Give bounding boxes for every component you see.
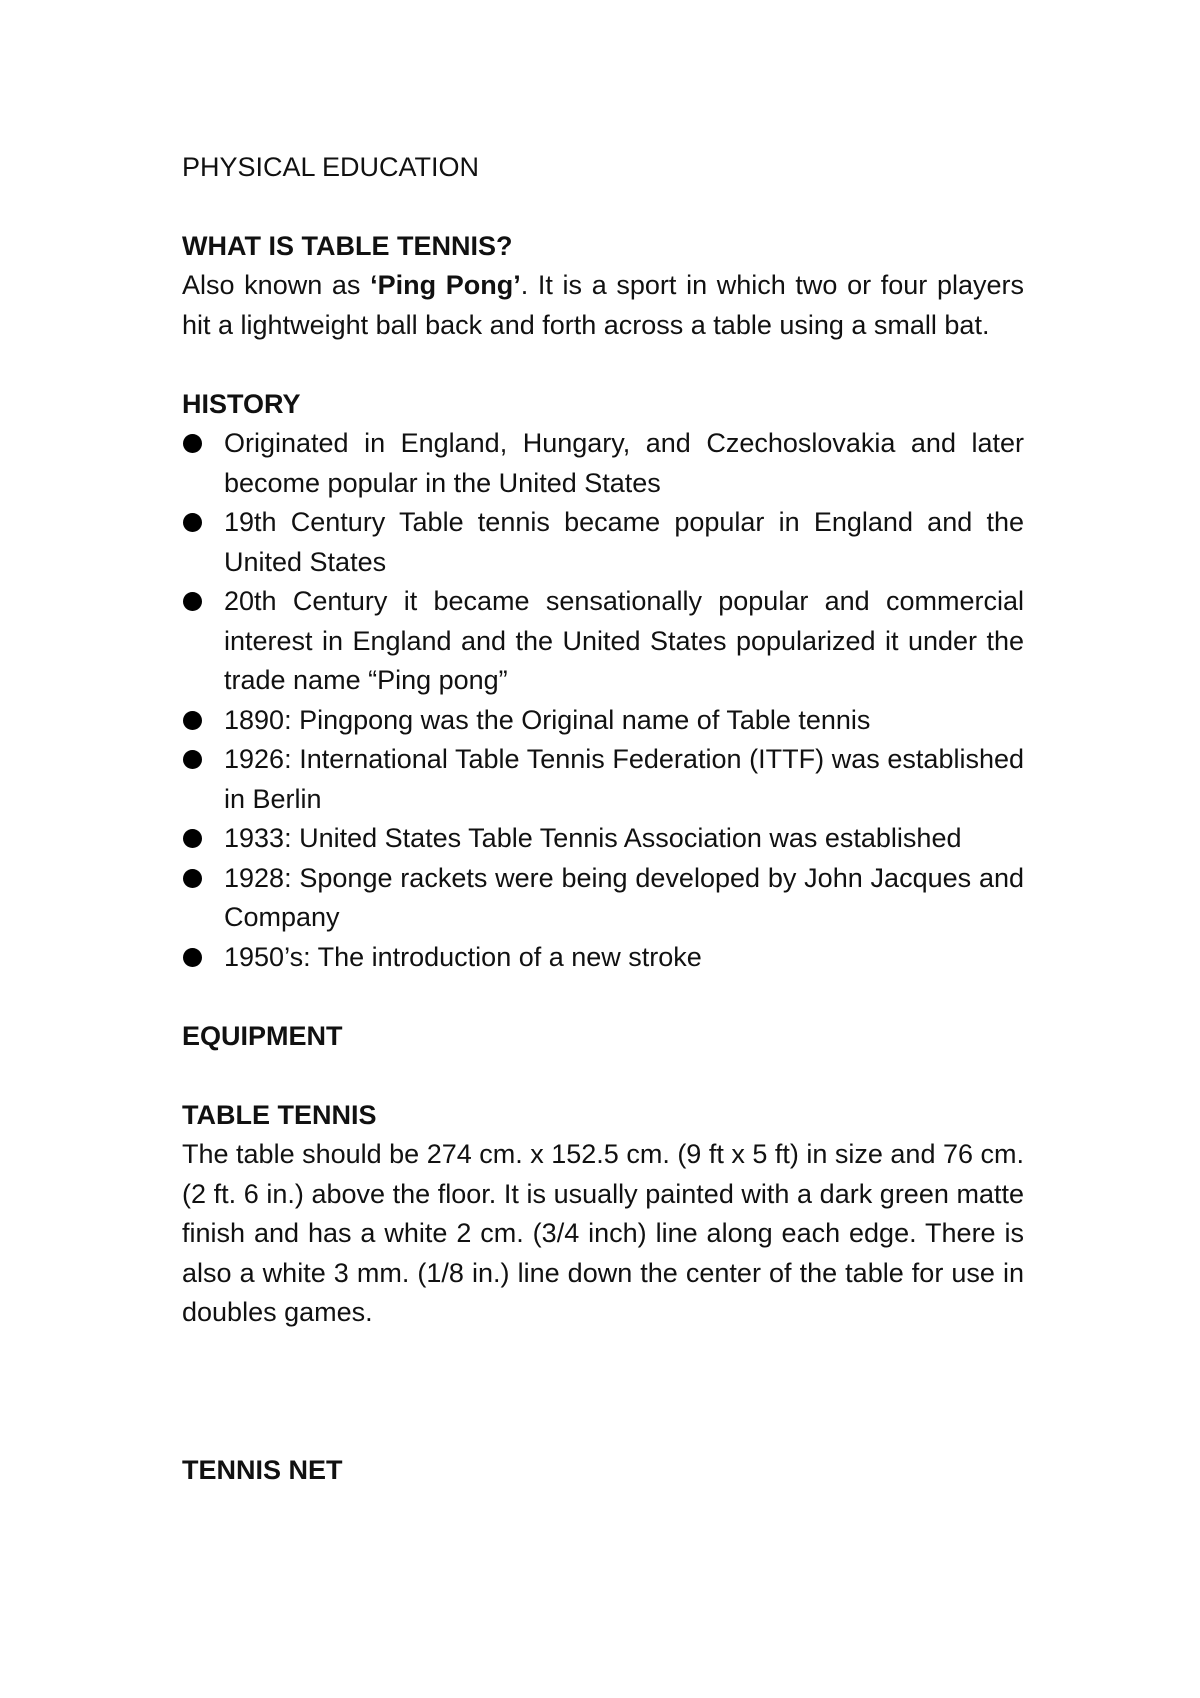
list-item: [182, 503, 1024, 582]
list-item-text: 1926: International Table Tennis Federation (ITTF) was established in Berlin: [224, 744, 1024, 814]
ping-pong-term: ‘Ping Pong’: [370, 270, 521, 300]
list-item: [182, 701, 1024, 741]
intro-text-before: Also known as: [182, 270, 371, 300]
intro-heading: WHAT IS TABLE TENNIS?: [182, 230, 513, 261]
bullet-icon: [183, 750, 202, 769]
table-tennis-paragraph: The table should be 274 cm. x 152.5 cm. (9 ft x 5 ft) in size and 76 cm. (2 ft. 6 in.) above the floor. It is usually painted with a dark green matte finish and has a white 2 cm. (3/4 inch) line along each edge. There is also a white 3 mm. (1/8 in.) line down the center of the table for use in doubles games.: [182, 1139, 1024, 1327]
list-item: [182, 938, 1024, 978]
list-item: [182, 819, 1024, 859]
equipment-heading: EQUIPMENT: [182, 1020, 343, 1051]
tennis-net-heading: TENNIS NET: [182, 1454, 343, 1485]
bullet-icon: [183, 829, 202, 848]
bullet-icon: [183, 948, 202, 967]
list-item: [182, 859, 1024, 938]
list-item-text: 20th Century it became sensationally popular and commercial interest in England and the United States popularized it under the trade name “Ping pong”: [224, 586, 1024, 695]
list-item: [182, 740, 1024, 819]
list-item-text: 1890: Pingpong was the Original name of Table tennis: [224, 704, 871, 735]
table-tennis-heading: TABLE TENNIS: [182, 1099, 377, 1130]
bullet-icon: [183, 869, 202, 888]
intro-text-after: . It is a sport in which two or four players hit a lightweight ball back and forth across a table using a small bat.: [182, 270, 1024, 340]
list-item-text: 1933: United States Table Tennis Association was established: [224, 823, 962, 853]
list-item-text: Originated in England, Hungary, and Czechoslovakia and later become popular in the United States: [224, 428, 1024, 498]
list-item-text: 1950’s: The introduction of a new stroke: [224, 941, 702, 972]
list-item: [182, 424, 1024, 503]
bullet-icon: [183, 711, 202, 730]
bullet-icon: [183, 592, 202, 611]
bullet-icon: [183, 513, 202, 532]
history-heading: HISTORY: [182, 388, 301, 419]
history-list: [182, 424, 1024, 977]
list-item-text: 1928: Sponge rackets were being developed by John Jacques and Company: [224, 862, 1024, 932]
intro-paragraph: [182, 266, 1024, 345]
document-page: [182, 148, 1024, 1490]
list-item: [182, 582, 1024, 701]
subject-title: PHYSICAL EDUCATION: [182, 152, 480, 182]
list-item-text: 19th Century Table tennis became popular in England and the United States: [224, 507, 1024, 577]
bullet-icon: [183, 434, 202, 453]
